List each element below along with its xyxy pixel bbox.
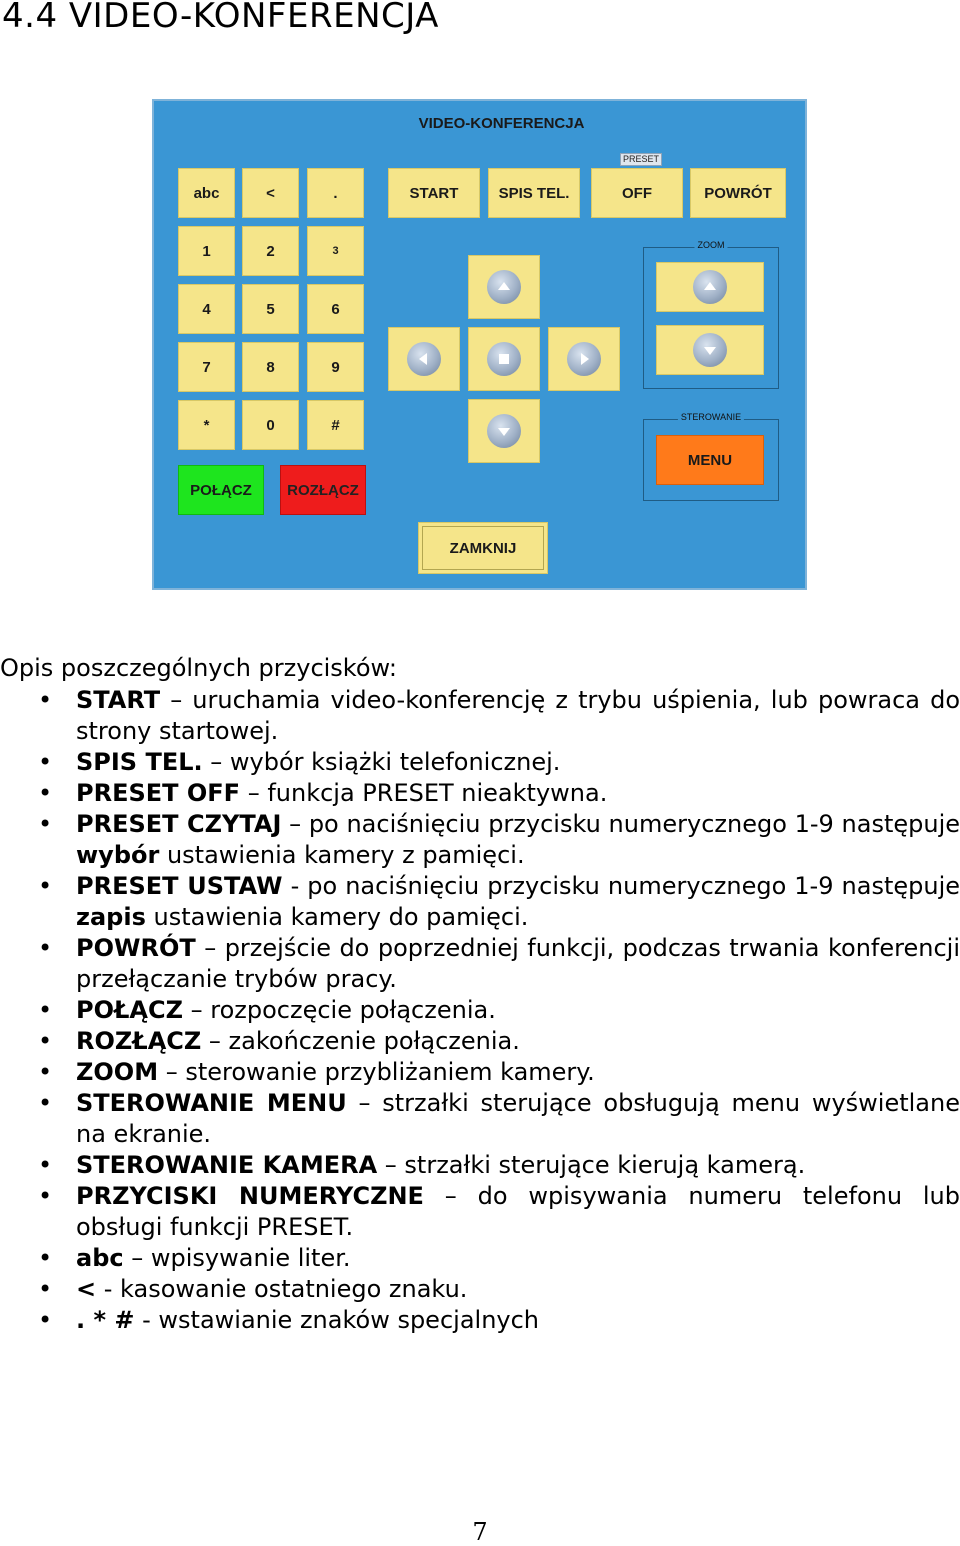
disconnect-button[interactable]: ROZŁĄCZ (280, 465, 366, 515)
list-item: • POŁĄCZ – rozpoczęcie połączenia. (38, 995, 960, 1026)
arrow-right-icon (567, 342, 601, 376)
digit-7-button[interactable]: 7 (178, 342, 235, 392)
digit-9-button[interactable]: 9 (307, 342, 364, 392)
camera-up-button[interactable] (468, 255, 540, 319)
list-item: • STEROWANIE KAMERA – strzałki sterujące kierują kamerą. (38, 1150, 960, 1181)
steering-label: STEROWANIE (678, 412, 744, 422)
camera-down-button[interactable] (468, 399, 540, 463)
list-item: • PRZYCISKI NUMERYCZNE – do wpisywania numeru telefonu lub obsługi funkcji PRESET. (38, 1181, 960, 1243)
camera-left-button[interactable] (388, 327, 460, 391)
digit-6-button[interactable]: 6 (307, 284, 364, 334)
backspace-button[interactable]: < (242, 168, 299, 218)
page-heading: 4.4 VIDEO-KONFERENCJA (2, 0, 439, 36)
digit-2-button[interactable]: 2 (242, 226, 299, 276)
digit-3-button[interactable]: 3 (307, 226, 364, 276)
phonebook-button[interactable]: SPIS TEL. (488, 168, 580, 218)
list-item: • . * # - wstawianie znaków specjalnych (38, 1305, 960, 1336)
digit-8-button[interactable]: 8 (242, 342, 299, 392)
arrow-up-icon (487, 270, 521, 304)
list-item: • SPIS TEL. – wybór książki telefonicznej. (38, 747, 960, 778)
preset-button[interactable]: OFF (591, 168, 683, 218)
panel-title: VIDEO-KONFERENCJA (418, 115, 585, 132)
connect-button[interactable]: POŁĄCZ (178, 465, 264, 515)
digit-5-button[interactable]: 5 (242, 284, 299, 334)
stop-icon (487, 342, 521, 376)
back-button[interactable]: POWRÓT (690, 168, 786, 218)
arrow-down-icon (693, 333, 727, 367)
preset-tag: PRESET (620, 153, 662, 166)
description-list (38, 685, 960, 1336)
list-item: • STEROWANIE MENU – strzałki sterujące obsługują menu wyświetlane na ekranie. (38, 1088, 960, 1150)
list-item: • < - kasowanie ostatniego znaku. (38, 1274, 960, 1305)
arrow-up-icon (693, 270, 727, 304)
arrow-left-icon (407, 342, 441, 376)
start-button[interactable]: START (388, 168, 480, 218)
close-button[interactable]: ZAMKNIJ (418, 522, 548, 574)
digit-1-button[interactable]: 1 (178, 226, 235, 276)
video-conference-panel (152, 99, 807, 590)
digit-4-button[interactable]: 4 (178, 284, 235, 334)
description-intro: Opis poszczególnych przycisków: (0, 654, 397, 682)
list-item: • ZOOM – sterowanie przybliżaniem kamery. (38, 1057, 960, 1088)
abc-button[interactable]: abc (178, 168, 235, 218)
menu-button[interactable]: MENU (656, 435, 764, 485)
list-item: • PRESET USTAW - po naciśnięciu przycisku numerycznego 1-9 następuje zapis ustawienia kamery do pamięci. (38, 871, 960, 933)
list-item: • PRESET CZYTAJ – po naciśnięciu przycisku numerycznego 1-9 następuje wybór ustawienia kamery z pamięci. (38, 809, 960, 871)
list-item: • PRESET OFF – funkcja PRESET nieaktywna. (38, 778, 960, 809)
dot-button[interactable]: . (307, 168, 364, 218)
hash-button[interactable]: # (307, 400, 364, 450)
list-item: • POWRÓT – przejście do poprzedniej funkcji, podczas trwania konferencji przełączanie trybów pracy. (38, 933, 960, 995)
camera-right-button[interactable] (548, 327, 620, 391)
arrow-down-icon (487, 414, 521, 448)
camera-stop-button[interactable] (468, 327, 540, 391)
zoom-in-button[interactable] (656, 262, 764, 312)
list-item: • abc – wpisywanie liter. (38, 1243, 960, 1274)
zoom-out-button[interactable] (656, 325, 764, 375)
zoom-label: ZOOM (695, 240, 728, 250)
star-button[interactable]: * (178, 400, 235, 450)
list-item: • START – uruchamia video-konferencję z trybu uśpienia, lub powraca do strony startowej. (38, 685, 960, 747)
list-item: • ROZŁĄCZ – zakończenie połączenia. (38, 1026, 960, 1057)
page-number: 7 (472, 1518, 488, 1546)
digit-0-button[interactable]: 0 (242, 400, 299, 450)
